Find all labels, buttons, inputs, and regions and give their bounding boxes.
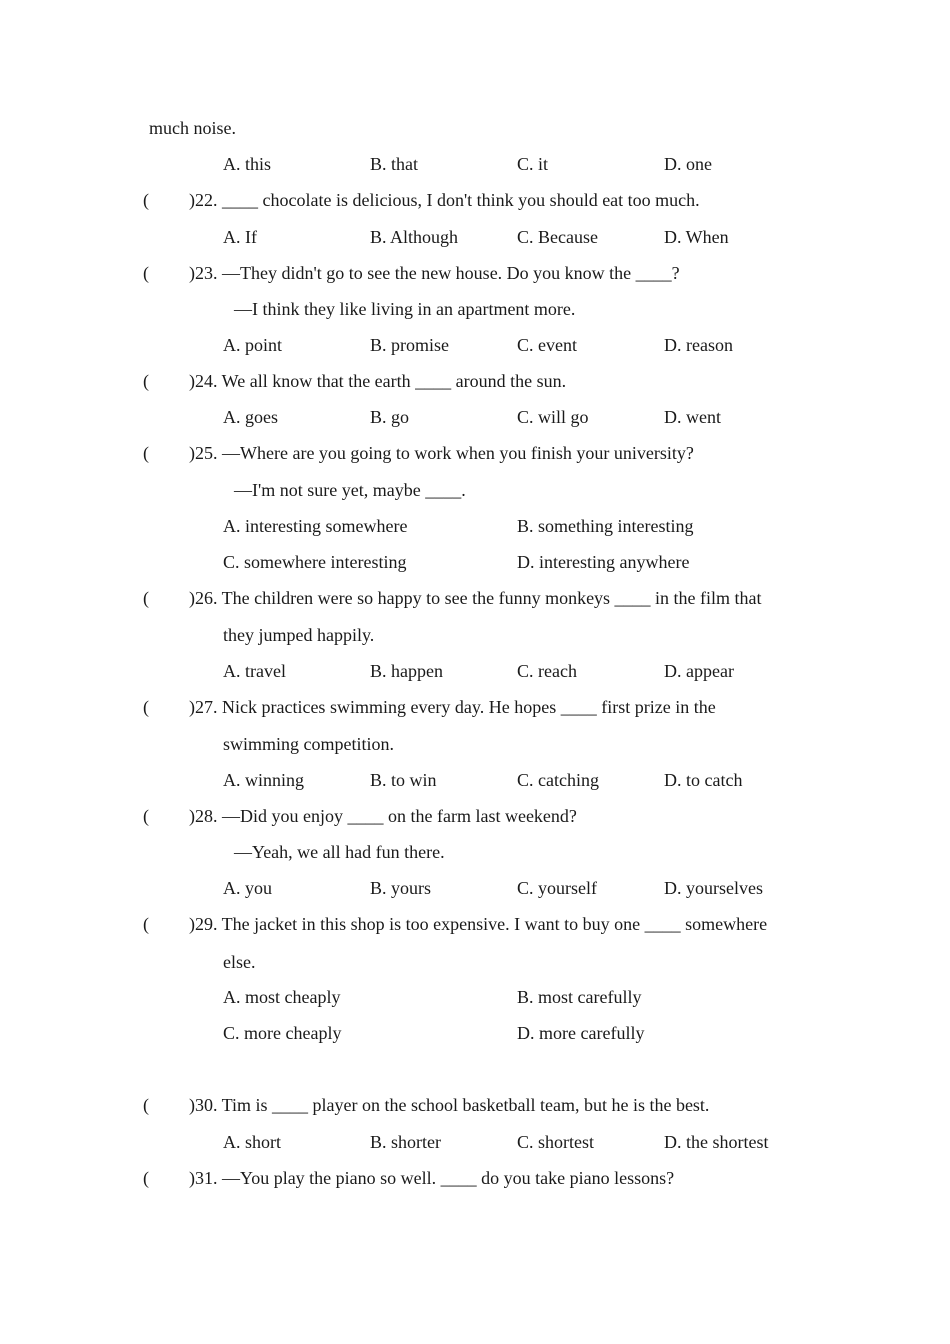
q22-option-d: D. When	[664, 227, 729, 247]
q28-reply: —Yeah, we all had fun there.	[234, 842, 445, 862]
answer-blank-q22[interactable]: (	[143, 190, 149, 210]
q24-stem: )24. We all know that the earth ____ around the sun.	[189, 371, 567, 391]
answer-blank-q27[interactable]: (	[143, 697, 149, 717]
answer-blank-q25[interactable]: (	[143, 443, 149, 463]
q30-option-b: B. shorter	[370, 1132, 441, 1152]
q28-option-d: D. yourselves	[664, 878, 763, 898]
q25-stem: )25. —Where are you going to work when you finish your university?	[189, 443, 694, 463]
q24-option-d: D. went	[664, 407, 721, 427]
q28-stem: )28. —Did you enjoy ____ on the farm last weekend?	[189, 806, 577, 826]
q29-stem-cont: else.	[223, 952, 256, 972]
q25-option-a: A. interesting somewhere	[223, 516, 408, 536]
q24-option-b: B. go	[370, 407, 410, 427]
q21-option-a: A. this	[223, 154, 272, 174]
q29-stem: )29. The jacket in this shop is too expensive. I want to buy one ____ somewhere	[189, 914, 768, 934]
q23-option-a: A. point	[223, 335, 283, 355]
q21-option-b: B. that	[370, 154, 418, 174]
q29-option-b: B. most carefully	[517, 987, 642, 1007]
q26-option-d: D. appear	[664, 661, 734, 681]
q22-stem: )22. ____ chocolate is delicious, I don't think you should eat too much.	[189, 190, 700, 210]
q22-option-c: C. Because	[517, 227, 598, 247]
q30-option-c: C. shortest	[517, 1132, 595, 1152]
q27-option-b: B. to win	[370, 770, 437, 790]
q26-option-c: C. reach	[517, 661, 577, 681]
answer-blank-q23[interactable]: (	[143, 263, 149, 283]
q28-option-b: B. yours	[370, 878, 432, 898]
answer-blank-q24[interactable]: (	[143, 371, 149, 391]
q23-option-c: C. event	[517, 335, 577, 355]
q31-stem: )31. —You play the piano so well. ____ do you take piano lessons?	[189, 1168, 675, 1188]
q30-option-d: D. the shortest	[664, 1132, 769, 1152]
q27-stem: )27. Nick practices swimming every day. He hopes ____ first prize in the	[189, 697, 716, 717]
q30-stem: )30. Tim is ____ player on the school basketball team, but he is the best.	[189, 1095, 710, 1115]
q21-option-c: C. it	[517, 154, 549, 174]
q23-stem: )23. —They didn't go to see the new house. Do you know the ____?	[189, 263, 680, 283]
q23-option-b: B. promise	[370, 335, 449, 355]
q27-stem-cont: swimming competition.	[223, 734, 394, 754]
q27-option-a: A. winning	[223, 770, 304, 790]
q29-option-a: A. most cheaply	[223, 987, 341, 1007]
q21-continuation: much noise.	[149, 118, 236, 138]
q26-stem: )26. The children were so happy to see the funny monkeys ____ in the film that	[189, 588, 762, 608]
q29-option-c: C. more cheaply	[223, 1023, 342, 1043]
q25-option-d: D. interesting anywhere	[517, 552, 690, 572]
answer-blank-q31[interactable]: (	[143, 1168, 149, 1188]
answer-blank-q30[interactable]: (	[143, 1095, 149, 1115]
q23-option-d: D. reason	[664, 335, 733, 355]
q26-option-a: A. travel	[223, 661, 286, 681]
q23-reply: —I think they like living in an apartment more.	[234, 299, 576, 319]
q25-option-c: C. somewhere interesting	[223, 552, 407, 572]
q26-stem-cont: they jumped happily.	[223, 625, 375, 645]
answer-blank-q26[interactable]: (	[143, 588, 149, 608]
answer-blank-q29[interactable]: (	[143, 914, 149, 934]
q22-option-a: A. If	[223, 227, 257, 247]
q27-option-c: C. catching	[517, 770, 599, 790]
answer-blank-q28[interactable]: (	[143, 806, 149, 826]
q25-reply: —I'm not sure yet, maybe ____.	[234, 480, 466, 500]
q24-option-a: A. goes	[223, 407, 278, 427]
q22-option-b: B. Although	[370, 227, 459, 247]
q28-option-c: C. yourself	[517, 878, 597, 898]
q25-option-b: B. something interesting	[517, 516, 694, 536]
q21-option-d: D. one	[664, 154, 712, 174]
q29-option-d: D. more carefully	[517, 1023, 645, 1043]
q24-option-c: C. will go	[517, 407, 589, 427]
q27-option-d: D. to catch	[664, 770, 743, 790]
q30-option-a: A. short	[223, 1132, 281, 1152]
q26-option-b: B. happen	[370, 661, 443, 681]
q28-option-a: A. you	[223, 878, 272, 898]
